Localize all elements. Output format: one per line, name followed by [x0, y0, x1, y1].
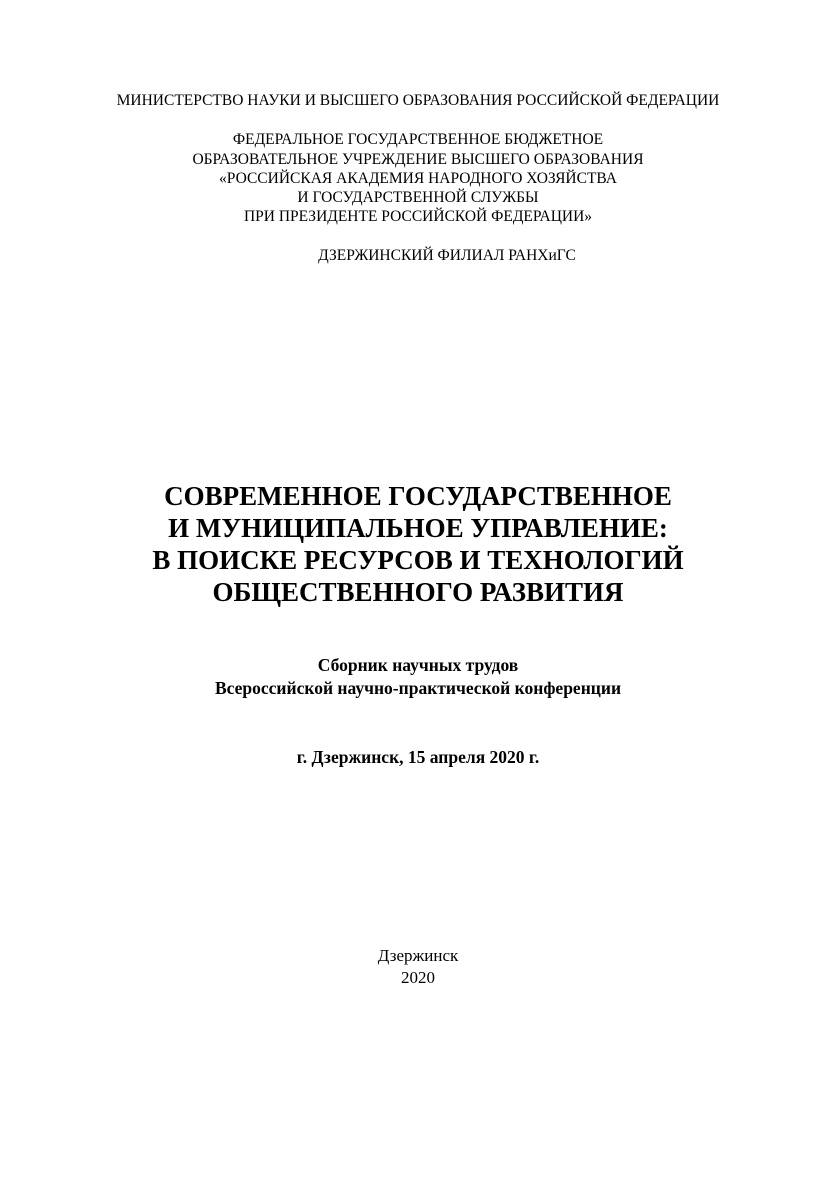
document-title-line: СОВРЕМЕННОЕ ГОСУДАРСТВЕННОЕ [164, 481, 672, 511]
ministry-heading: МИНИСТЕРСТВО НАУКИ И ВЫСШЕГО ОБРАЗОВАНИЯ РОССИЙСКОЙ ФЕДЕРАЦИИ [116, 92, 720, 109]
collection-subtitle-line: Всероссийской научно-практической конференции [214, 678, 622, 698]
collection-subtitle-line: Сборник научных трудов [317, 655, 519, 675]
document-title-line: И МУНИЦИПАЛЬНОЕ УПРАВЛЕНИЕ: [168, 513, 668, 543]
branch-name: ДЗЕРЖИНСКИЙ ФИЛИАЛ РАНХиГС [318, 247, 576, 264]
conference-place-date: г. Дзержинск, 15 апреля 2020 г. [296, 747, 540, 767]
document-title-line: В ПОИСКЕ РЕСУРСОВ И ТЕХНОЛОГИЙ [152, 545, 684, 575]
institution-line: ФЕДЕРАЛЬНОЕ ГОСУДАРСТВЕННОЕ БЮДЖЕТНОЕ [232, 131, 604, 148]
publication-city: Дзержинск [377, 946, 459, 965]
institution-line: ПРИ ПРЕЗИДЕНТЕ РОССИЙСКОЙ ФЕДЕРАЦИИ» [243, 208, 593, 225]
institution-line: И ГОСУДАРСТВЕННОЙ СЛУЖБЫ [297, 189, 539, 206]
document-title-line: ОБЩЕСТВЕННОГО РАЗВИТИЯ [212, 577, 624, 607]
institution-line: «РОССИЙСКАЯ АКАДЕМИЯ НАРОДНОГО ХОЗЯЙСТВА [219, 170, 617, 187]
institution-line: ОБРАЗОВАТЕЛЬНОЕ УЧРЕЖДЕНИЕ ВЫСШЕГО ОБРАЗОВАНИЯ [192, 151, 644, 168]
publication-year: 2020 [401, 968, 435, 987]
